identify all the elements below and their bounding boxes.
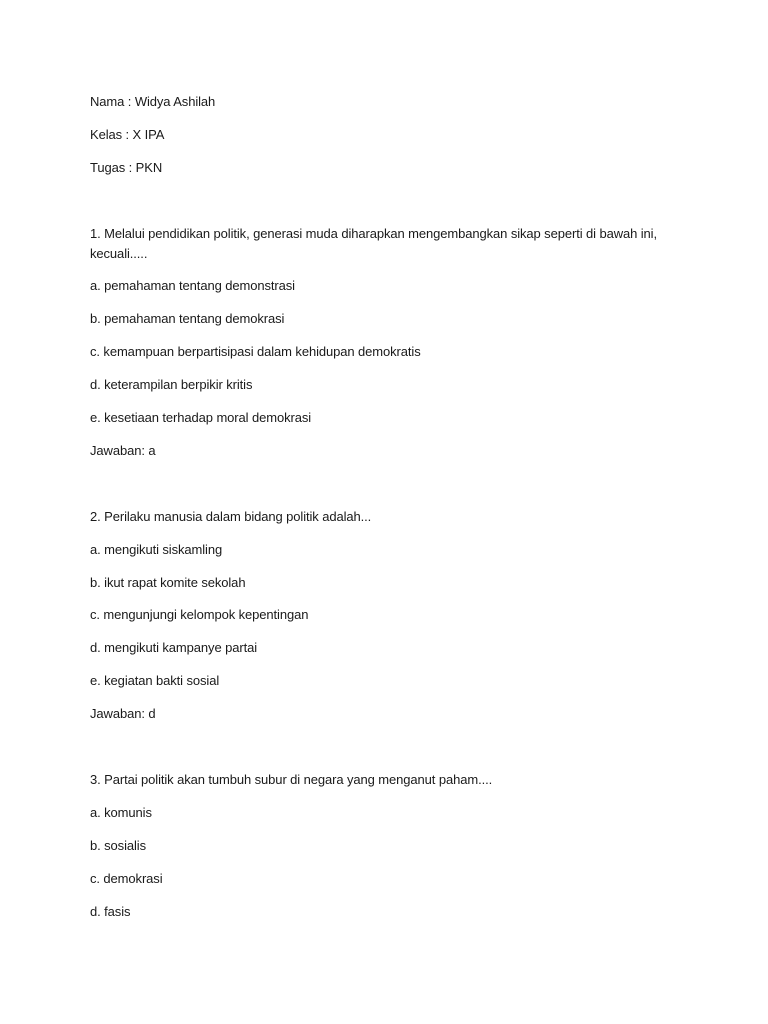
question-3-option-c: c. demokrasi	[90, 871, 163, 886]
question-1-option-c: c. kemampuan berpartisipasi dalam kehidupan demokratis	[90, 344, 421, 359]
assignment-subject: Tugas : PKN	[90, 160, 163, 175]
question-2-option-b: b. ikut rapat komite sekolah	[90, 575, 246, 590]
student-class: Kelas : X IPA	[90, 127, 165, 142]
question-2-option-c: c. mengunjungi kelompok kepentingan	[90, 607, 309, 622]
question-2-option-a: a. mengikuti siskamling	[90, 542, 223, 557]
question-1-option-d: d. keterampilan berpikir kritis	[90, 377, 253, 392]
question-2-option-e: e. kegiatan bakti sosial	[90, 673, 220, 688]
question-2-option-d: d. mengikuti kampanye partai	[90, 640, 258, 655]
question-3-text: 3. Partai politik akan tumbuh subur di negara yang menganut paham....	[90, 772, 493, 787]
question-1-answer: Jawaban: a	[90, 443, 156, 458]
question-3-option-b: b. sosialis	[90, 838, 146, 853]
question-2-answer: Jawaban: d	[90, 706, 156, 721]
question-3-option-a: a. komunis	[90, 805, 152, 820]
student-name: Nama : Widya Ashilah	[90, 94, 216, 109]
question-1-text-cont: kecuali.....	[90, 246, 148, 261]
question-1-option-a: a. pemahaman tentang demonstrasi	[90, 278, 295, 293]
question-1-option-e: e. kesetiaan terhadap moral demokrasi	[90, 410, 312, 425]
question-1-option-b: b. pemahaman tentang demokrasi	[90, 311, 285, 326]
question-1-text: 1. Melalui pendidikan politik, generasi muda diharapkan mengembangkan sikap seperti di bawah ini,	[90, 226, 657, 241]
question-2-text: 2. Perilaku manusia dalam bidang politik adalah...	[90, 509, 372, 524]
question-3-option-d: d. fasis	[90, 904, 131, 919]
